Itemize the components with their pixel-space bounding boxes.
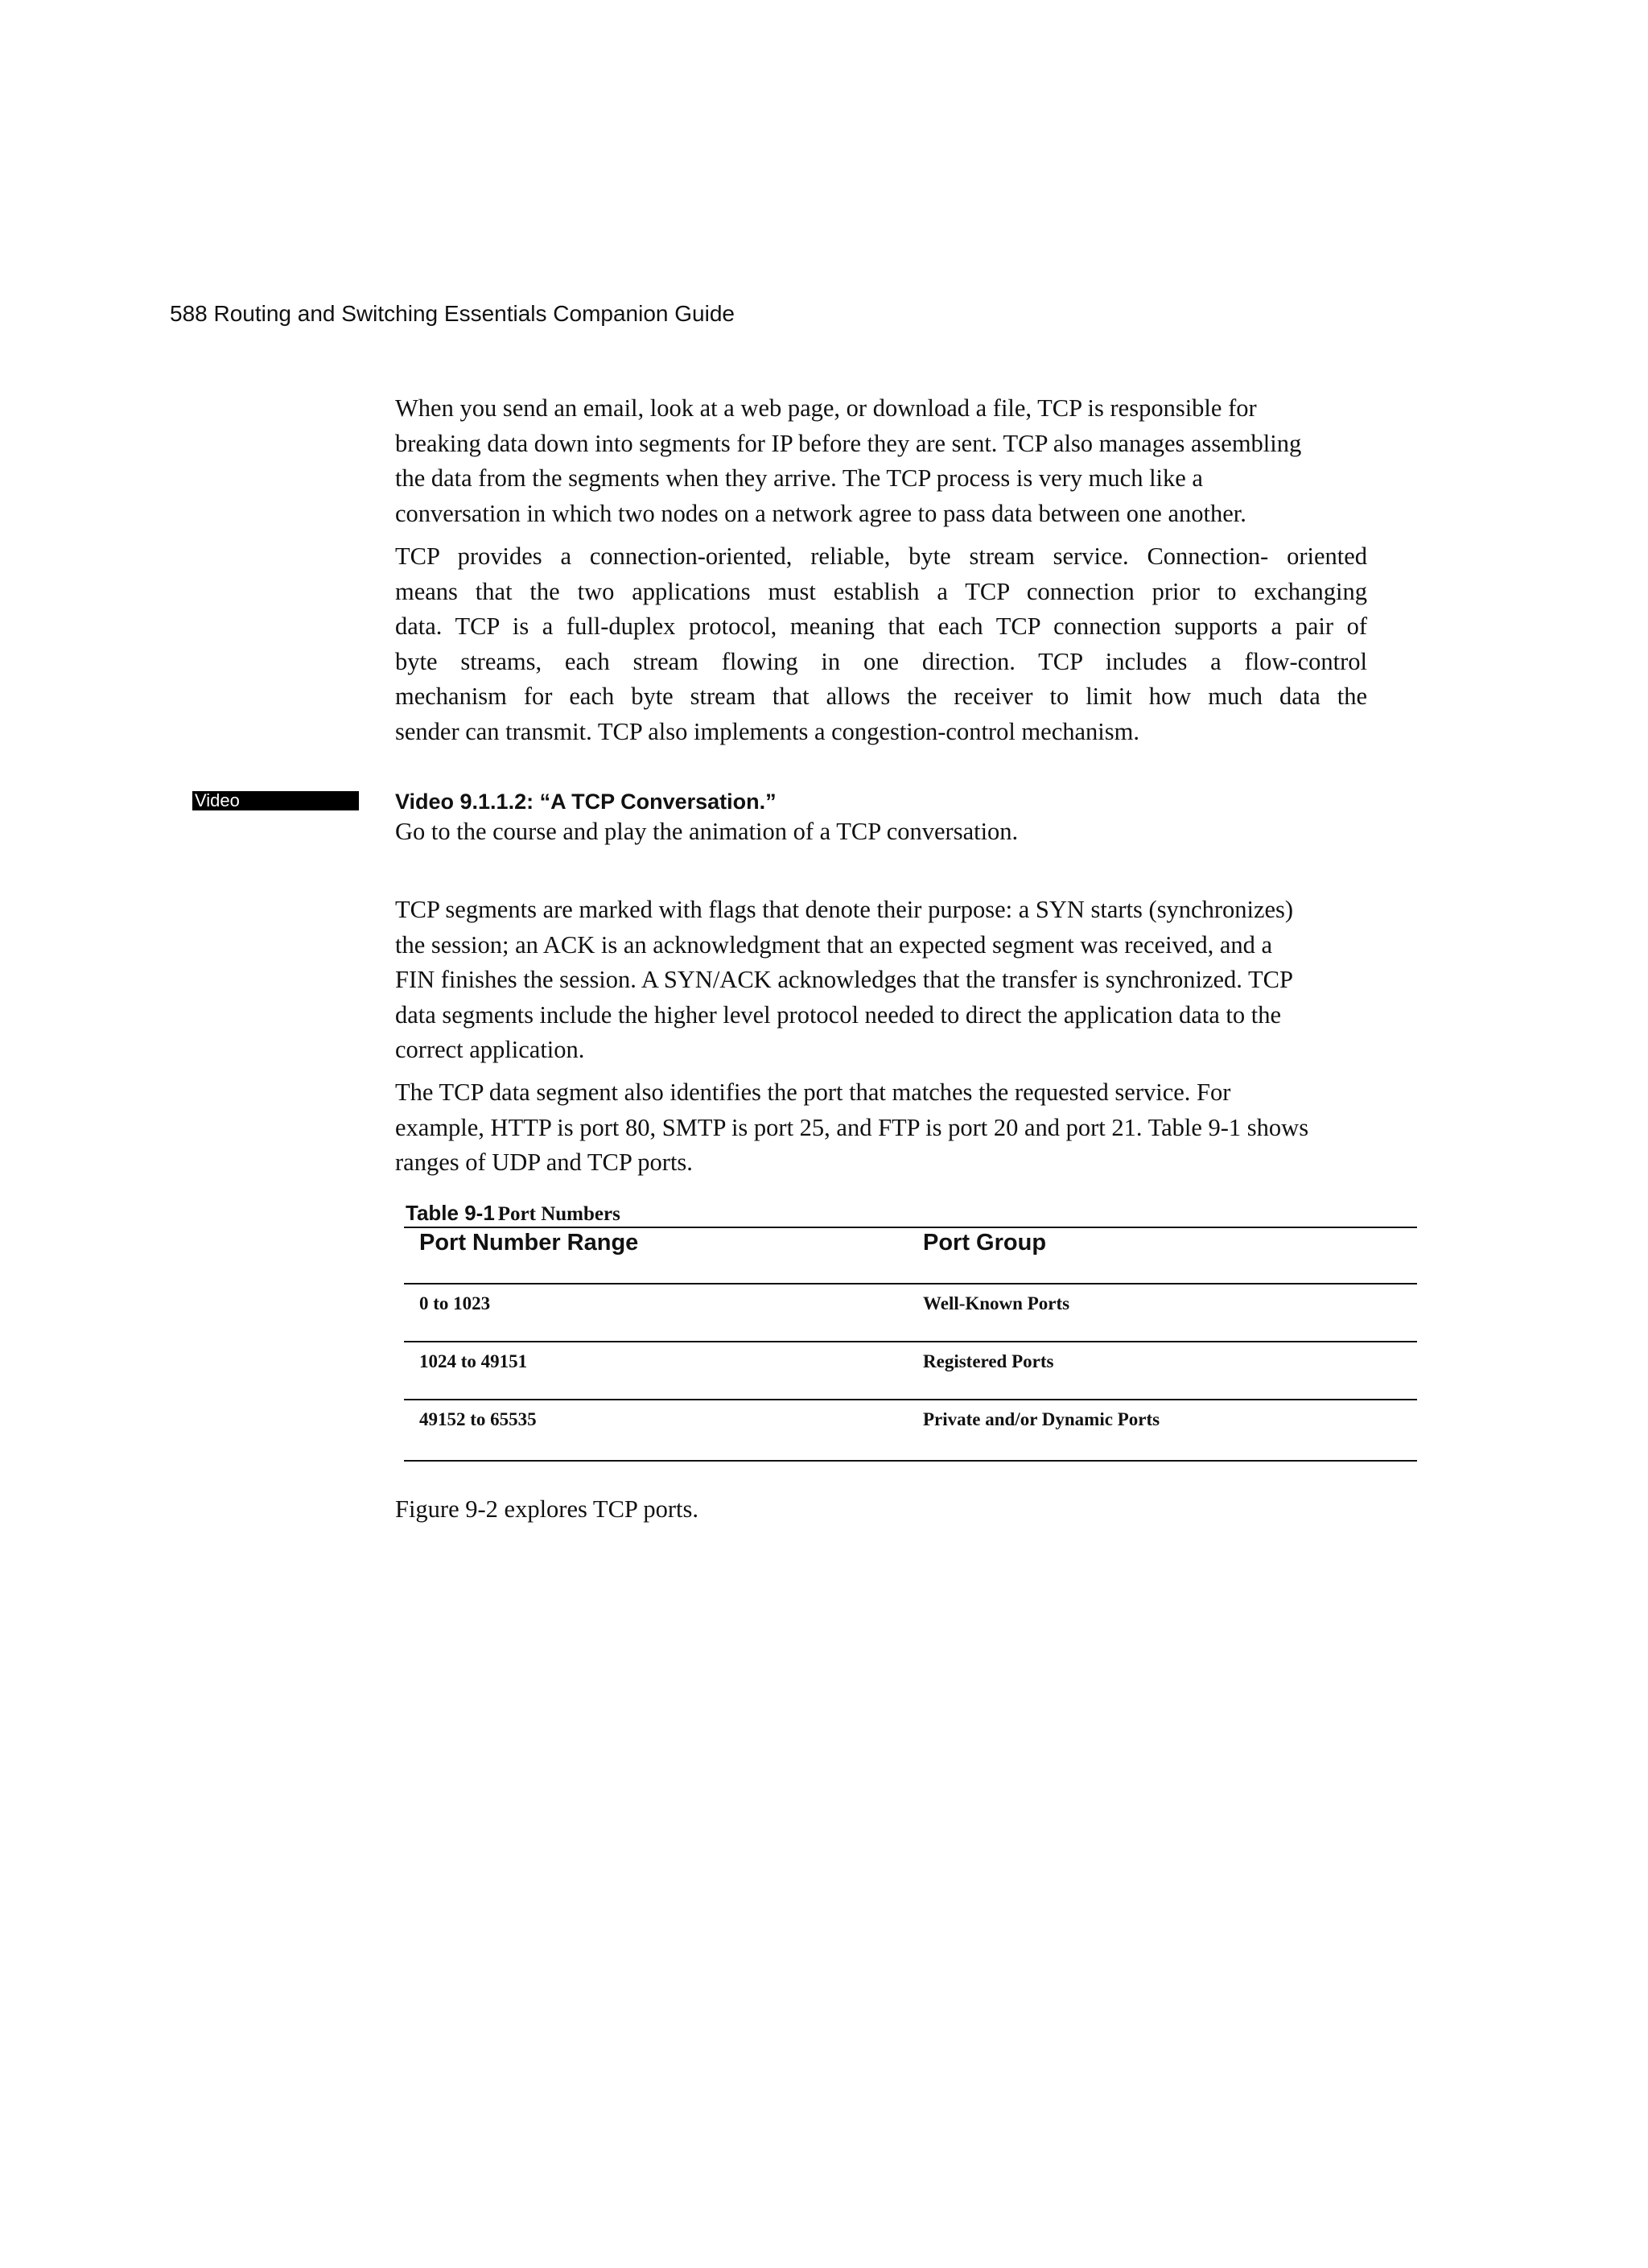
text-line: FIN finishes the session. A SYN/ACK acknowledges that the transfer is synchronized. TCP <box>395 966 1293 993</box>
table-caption <box>406 1201 620 1226</box>
running-head: 588 Routing and Switching Essentials Companion Guide <box>170 301 735 326</box>
table-caption-label: Table 9-1 <box>406 1201 495 1225</box>
text-line: TCP provides a connection-oriented, reliable, byte stream service. Connection- oriented <box>395 542 1367 570</box>
table-header-row <box>404 1227 1417 1284</box>
column-header-port-range: Port Number Range <box>419 1230 639 1256</box>
table-cell-group: Private and/or Dynamic Ports <box>923 1409 1160 1429</box>
table-cell-range: 0 to 1023 <box>419 1293 491 1313</box>
table-row <box>404 1342 1417 1400</box>
table-row <box>404 1284 1417 1342</box>
column-header-port-group: Port Group <box>923 1230 1047 1256</box>
text-line: the data from the segments when they arrive. The TCP process is very much like a <box>395 464 1203 492</box>
text-line: sender can transmit. TCP also implements a congestion-control mechanism. <box>395 717 1139 745</box>
table-row <box>404 1400 1417 1461</box>
text-line: When you send an email, look at a web page, or download a file, TCP is responsible for <box>395 394 1257 422</box>
text-line: means that the two applications must establish a TCP connection prior to exchanging <box>395 577 1367 605</box>
text-line: conversation in which two nodes on a network agree to pass data between one another. <box>395 499 1246 527</box>
port-numbers-table <box>404 1227 1417 1462</box>
video-title: Video 9.1.1.2: “A TCP Conversation.” <box>395 790 777 814</box>
text-line: data segments include the higher level protocol needed to direct the application data to the <box>395 1000 1281 1029</box>
text-line: correct application. <box>395 1036 585 1063</box>
table-cell-group: Well-Known Ports <box>923 1293 1070 1313</box>
text-line: the session; an ACK is an acknowledgment that an expected segment was received, and a <box>395 930 1273 959</box>
video-tag: Video <box>192 791 359 810</box>
table-caption-title: Port Numbers <box>497 1203 620 1225</box>
text-line: byte streams, each stream flowing in one direction. TCP includes a flow-control <box>395 647 1367 675</box>
text-line: TCP segments are marked with flags that denote their purpose: a SYN starts (synchronizes) <box>395 896 1294 923</box>
video-description: Go to the course and play the animation of a TCP conversation. <box>395 818 1019 845</box>
text-line: example, HTTP is port 80, SMTP is port 25, and FTP is port 20 and port 21. Table 9-1 shows <box>395 1113 1309 1141</box>
text-line: ranges of UDP and TCP ports. <box>395 1148 693 1176</box>
text-line: data. TCP is a full-duplex protocol, meaning that each TCP connection supports a pair of <box>395 612 1367 640</box>
table-cell-range: 49152 to 65535 <box>419 1409 537 1429</box>
table-cell-group: Registered Ports <box>923 1351 1054 1371</box>
paragraph-tcp-flags <box>395 893 1393 1068</box>
text-line: The TCP data segment also identifies the port that matches the requested service. For <box>395 1078 1231 1106</box>
paragraph-tcp-service <box>395 539 1367 749</box>
text-line: mechanism for each byte stream that allows the receiver to limit how much data the <box>395 682 1367 710</box>
paragraph-tcp-role <box>395 391 1393 531</box>
paragraph-tcp-ports <box>395 1075 1393 1181</box>
paragraph-figure-reference: Figure 9-2 explores TCP ports. <box>395 1495 698 1523</box>
table-cell-range: 1024 to 49151 <box>419 1351 528 1371</box>
text-line: breaking data down into segments for IP before they are sent. TCP also manages assembling <box>395 429 1302 457</box>
